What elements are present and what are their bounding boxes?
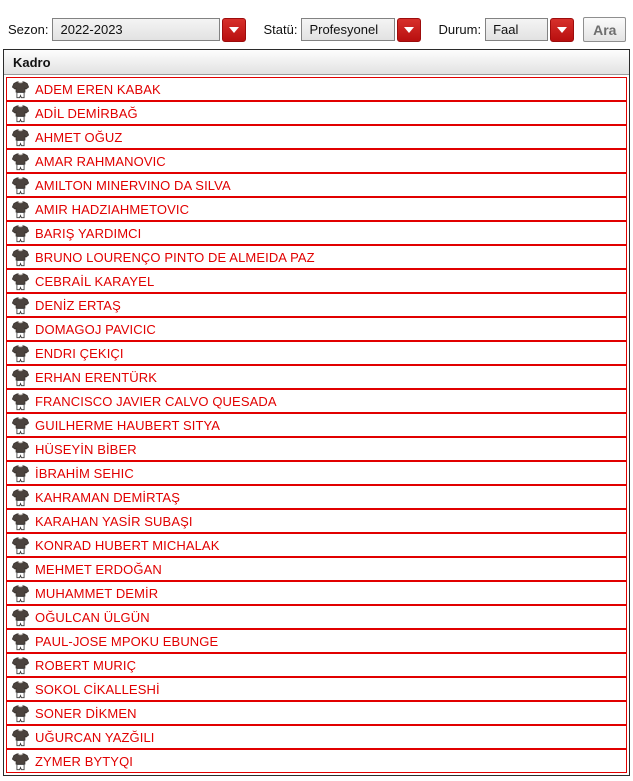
season-dropdown [52, 18, 246, 42]
jersey-icon [11, 416, 30, 437]
jersey-icon [11, 320, 30, 341]
jersey-icon [11, 728, 30, 749]
player-name-link[interactable]: GUILHERME HAUBERT SITYA [35, 417, 221, 433]
player-row[interactable] [6, 173, 627, 197]
player-name-link[interactable]: MEHMET ERDOĞAN [35, 561, 162, 577]
player-row[interactable] [6, 701, 627, 725]
player-row[interactable] [6, 389, 627, 413]
player-name-link[interactable]: SOKOL CİKALLESHİ [35, 681, 160, 697]
player-row[interactable] [6, 197, 627, 221]
jersey-icon [11, 344, 30, 365]
season-label: Sezon: [8, 22, 49, 37]
dropdown-arrow-icon [404, 27, 414, 33]
status-dropdown-button[interactable] [397, 18, 421, 42]
player-name-link[interactable]: HÜSEYİN BİBER [35, 441, 137, 457]
status-dropdown [301, 18, 421, 42]
player-row[interactable] [6, 485, 627, 509]
player-name-link[interactable]: DENİZ ERTAŞ [35, 297, 121, 313]
player-row[interactable] [6, 629, 627, 653]
season-select[interactable]: 2022-2023 [52, 18, 220, 41]
player-name-link[interactable]: MUHAMMET DEMİR [35, 585, 159, 601]
player-name-link[interactable]: BRUNO LOURENÇO PINTO DE ALMEIDA PAZ [35, 249, 315, 265]
player-row[interactable] [6, 677, 627, 701]
player-name-link[interactable]: İBRAHİM SEHIC [35, 465, 134, 481]
player-row[interactable] [6, 293, 627, 317]
player-row[interactable] [6, 221, 627, 245]
player-row[interactable] [6, 725, 627, 749]
jersey-icon [11, 464, 30, 485]
player-name-link[interactable]: FRANCISCO JAVIER CALVO QUESADA [35, 393, 277, 409]
dropdown-arrow-icon [229, 27, 239, 33]
player-row[interactable] [6, 149, 627, 173]
jersey-icon [11, 296, 30, 317]
player-row[interactable] [6, 509, 627, 533]
search-button[interactable]: Ara [583, 17, 626, 42]
player-name-link[interactable]: KAHRAMAN DEMİRTAŞ [35, 489, 180, 505]
player-name-link[interactable]: CEBRAİL KARAYEL [35, 273, 155, 289]
jersey-icon [11, 488, 30, 509]
player-row[interactable] [6, 437, 627, 461]
table-header: Kadro [4, 50, 629, 75]
jersey-icon [11, 248, 30, 269]
player-name-link[interactable]: BARIŞ YARDIMCI [35, 225, 142, 241]
jersey-icon [11, 128, 30, 149]
jersey-icon [11, 104, 30, 125]
dropdown-arrow-icon [557, 27, 567, 33]
player-row[interactable] [6, 269, 627, 293]
jersey-icon [11, 392, 30, 413]
jersey-icon [11, 368, 30, 389]
player-name-link[interactable]: UĞURCAN YAZĞILI [35, 729, 155, 745]
player-name-link[interactable]: KARAHAN YASİR SUBAŞI [35, 513, 193, 529]
jersey-icon [11, 152, 30, 173]
player-row[interactable] [6, 365, 627, 389]
player-row[interactable] [6, 245, 627, 269]
state-label: Durum: [438, 22, 482, 37]
player-name-link[interactable]: AMIR HADZIAHMETOVIC [35, 201, 190, 217]
jersey-icon [11, 560, 30, 581]
jersey-icon [11, 608, 30, 629]
player-name-link[interactable]: SONER DİKMEN [35, 705, 137, 721]
status-label: Statü: [263, 22, 298, 37]
jersey-icon [11, 176, 30, 197]
jersey-icon [11, 680, 30, 701]
player-name-link[interactable]: KONRAD HUBERT MICHALAK [35, 537, 220, 553]
player-row[interactable] [6, 317, 627, 341]
player-row[interactable] [6, 341, 627, 365]
jersey-icon [11, 632, 30, 653]
player-name-link[interactable]: ENDRI ÇEKIÇI [35, 345, 124, 361]
player-name-link[interactable]: ADEM EREN KABAK [35, 81, 161, 97]
jersey-icon [11, 224, 30, 245]
player-row[interactable] [6, 461, 627, 485]
jersey-icon [11, 584, 30, 605]
player-row[interactable] [6, 605, 627, 629]
player-row[interactable] [6, 101, 627, 125]
player-name-link[interactable]: AMAR RAHMANOVIC [35, 153, 166, 169]
player-name-link[interactable]: ERHAN ERENTÜRK [35, 369, 158, 385]
squad-table [3, 49, 630, 776]
player-name-link[interactable]: DOMAGOJ PAVICIC [35, 321, 156, 337]
jersey-icon [11, 536, 30, 557]
jersey-icon [11, 200, 30, 221]
player-name-link[interactable]: AMILTON MINERVINO DA SILVA [35, 177, 231, 193]
jersey-icon [11, 80, 30, 101]
jersey-icon [11, 272, 30, 293]
status-select[interactable]: Profesyonel [301, 18, 395, 41]
player-name-link[interactable]: ADİL DEMİRBAĞ [35, 105, 138, 121]
jersey-icon [11, 704, 30, 725]
season-dropdown-button[interactable] [222, 18, 246, 42]
player-name-link[interactable]: AHMET OĞUZ [35, 129, 123, 145]
jersey-icon [11, 440, 30, 461]
player-row[interactable] [6, 125, 627, 149]
jersey-icon [11, 752, 30, 773]
state-dropdown [485, 18, 574, 42]
player-row[interactable] [6, 749, 627, 773]
filter-bar [0, 0, 633, 49]
state-dropdown-button[interactable] [550, 18, 574, 42]
player-row[interactable] [6, 557, 627, 581]
player-name-link[interactable]: OĞULCAN ÜLGÜN [35, 609, 150, 625]
jersey-icon [11, 512, 30, 533]
player-row[interactable] [6, 533, 627, 557]
player-name-link[interactable]: ROBERT MURIÇ [35, 657, 137, 673]
player-row[interactable] [6, 653, 627, 677]
player-table-body [4, 75, 629, 775]
player-name-link[interactable]: PAUL-JOSE MPOKU EBUNGE [35, 633, 219, 649]
player-row[interactable] [6, 77, 627, 101]
player-row[interactable] [6, 413, 627, 437]
jersey-icon [11, 656, 30, 677]
player-name-link[interactable]: ZYMER BYTYQI [35, 753, 133, 769]
state-select[interactable]: Faal [485, 18, 548, 41]
player-row[interactable] [6, 581, 627, 605]
